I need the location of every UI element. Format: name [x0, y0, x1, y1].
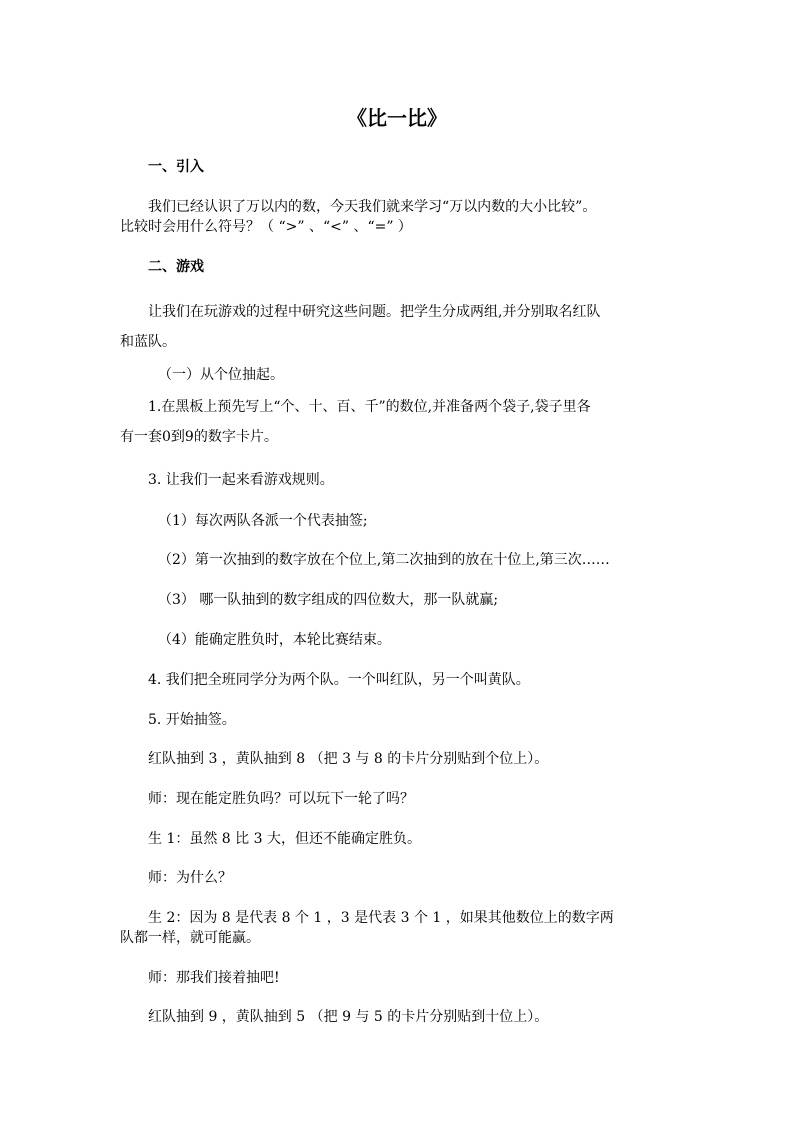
paragraph-line: 4. 我们把全班同学分为两个队。一个叫红队，另一个叫黄队。: [148, 672, 530, 688]
dialogue-line: 队都一样，就可能赢。: [120, 930, 260, 946]
paragraph-line: 和蓝队。: [120, 334, 176, 350]
document-title: 《比一比》: [347, 106, 447, 130]
paragraph-line: 红队抽到 9 ，黄队抽到 5 （把 9 与 5 的卡片分别贴到十位上）。: [148, 1009, 549, 1025]
paragraph-line: 1.在黑板上预先写上“个、十、百、千”的数位,并准备两个袋子,袋子里各: [148, 399, 591, 415]
paragraph-line: 3. 让我们一起来看游戏规则。: [148, 472, 334, 488]
paragraph-line: 比较时会用什么符号？（ “>” 、“<” 、“=” ）: [120, 219, 412, 235]
rule-item: （1）每次两队各派一个代表抽签;: [158, 513, 368, 529]
rule-item: （4）能确定胜负时，本轮比赛结束。: [158, 632, 391, 648]
paragraph-line: 红队抽到 3 ，黄队抽到 8 （把 3 与 8 的卡片分别贴到个位上）。: [148, 751, 549, 767]
rule-item: （3） 哪一队抽到的数字组成的四位数大，那一队就赢;: [158, 592, 499, 608]
paragraph-line: 我们已经认识了万以内的数，今天我们就来学习“万以内数的大小比较”。: [148, 199, 597, 215]
paragraph-line: 让我们在玩游戏的过程中研究这些问题。把学生分成两组,并分别取名红队: [148, 304, 601, 320]
section-heading-intro: 一、引入: [148, 159, 204, 175]
dialogue-line: 师：为什么？: [148, 870, 232, 886]
sub-heading: （一）从个位抽起。: [158, 367, 284, 383]
paragraph-line: 5. 开始抽签。: [148, 712, 236, 728]
dialogue-line: 生 1：虽然 8 比 3 大，但还不能确定胜负。: [148, 831, 421, 847]
section-heading-game: 二、游戏: [148, 259, 204, 275]
paragraph-line: 有一套0到9的数字卡片。: [120, 429, 278, 445]
dialogue-line: 师：那我们接着抽吧!: [148, 970, 280, 986]
dialogue-line: 师：现在能定胜负吗？可以玩下一轮了吗？: [148, 791, 414, 807]
dialogue-line: 生 2：因为 8 是代表 8 个 1 ，3 是代表 3 个 1 ，如果其他数位上的数字两: [148, 910, 614, 926]
rule-item: （2）第一次抽到的数字放在个位上,第二次抽到的放在十位上,第三次……: [158, 552, 610, 568]
